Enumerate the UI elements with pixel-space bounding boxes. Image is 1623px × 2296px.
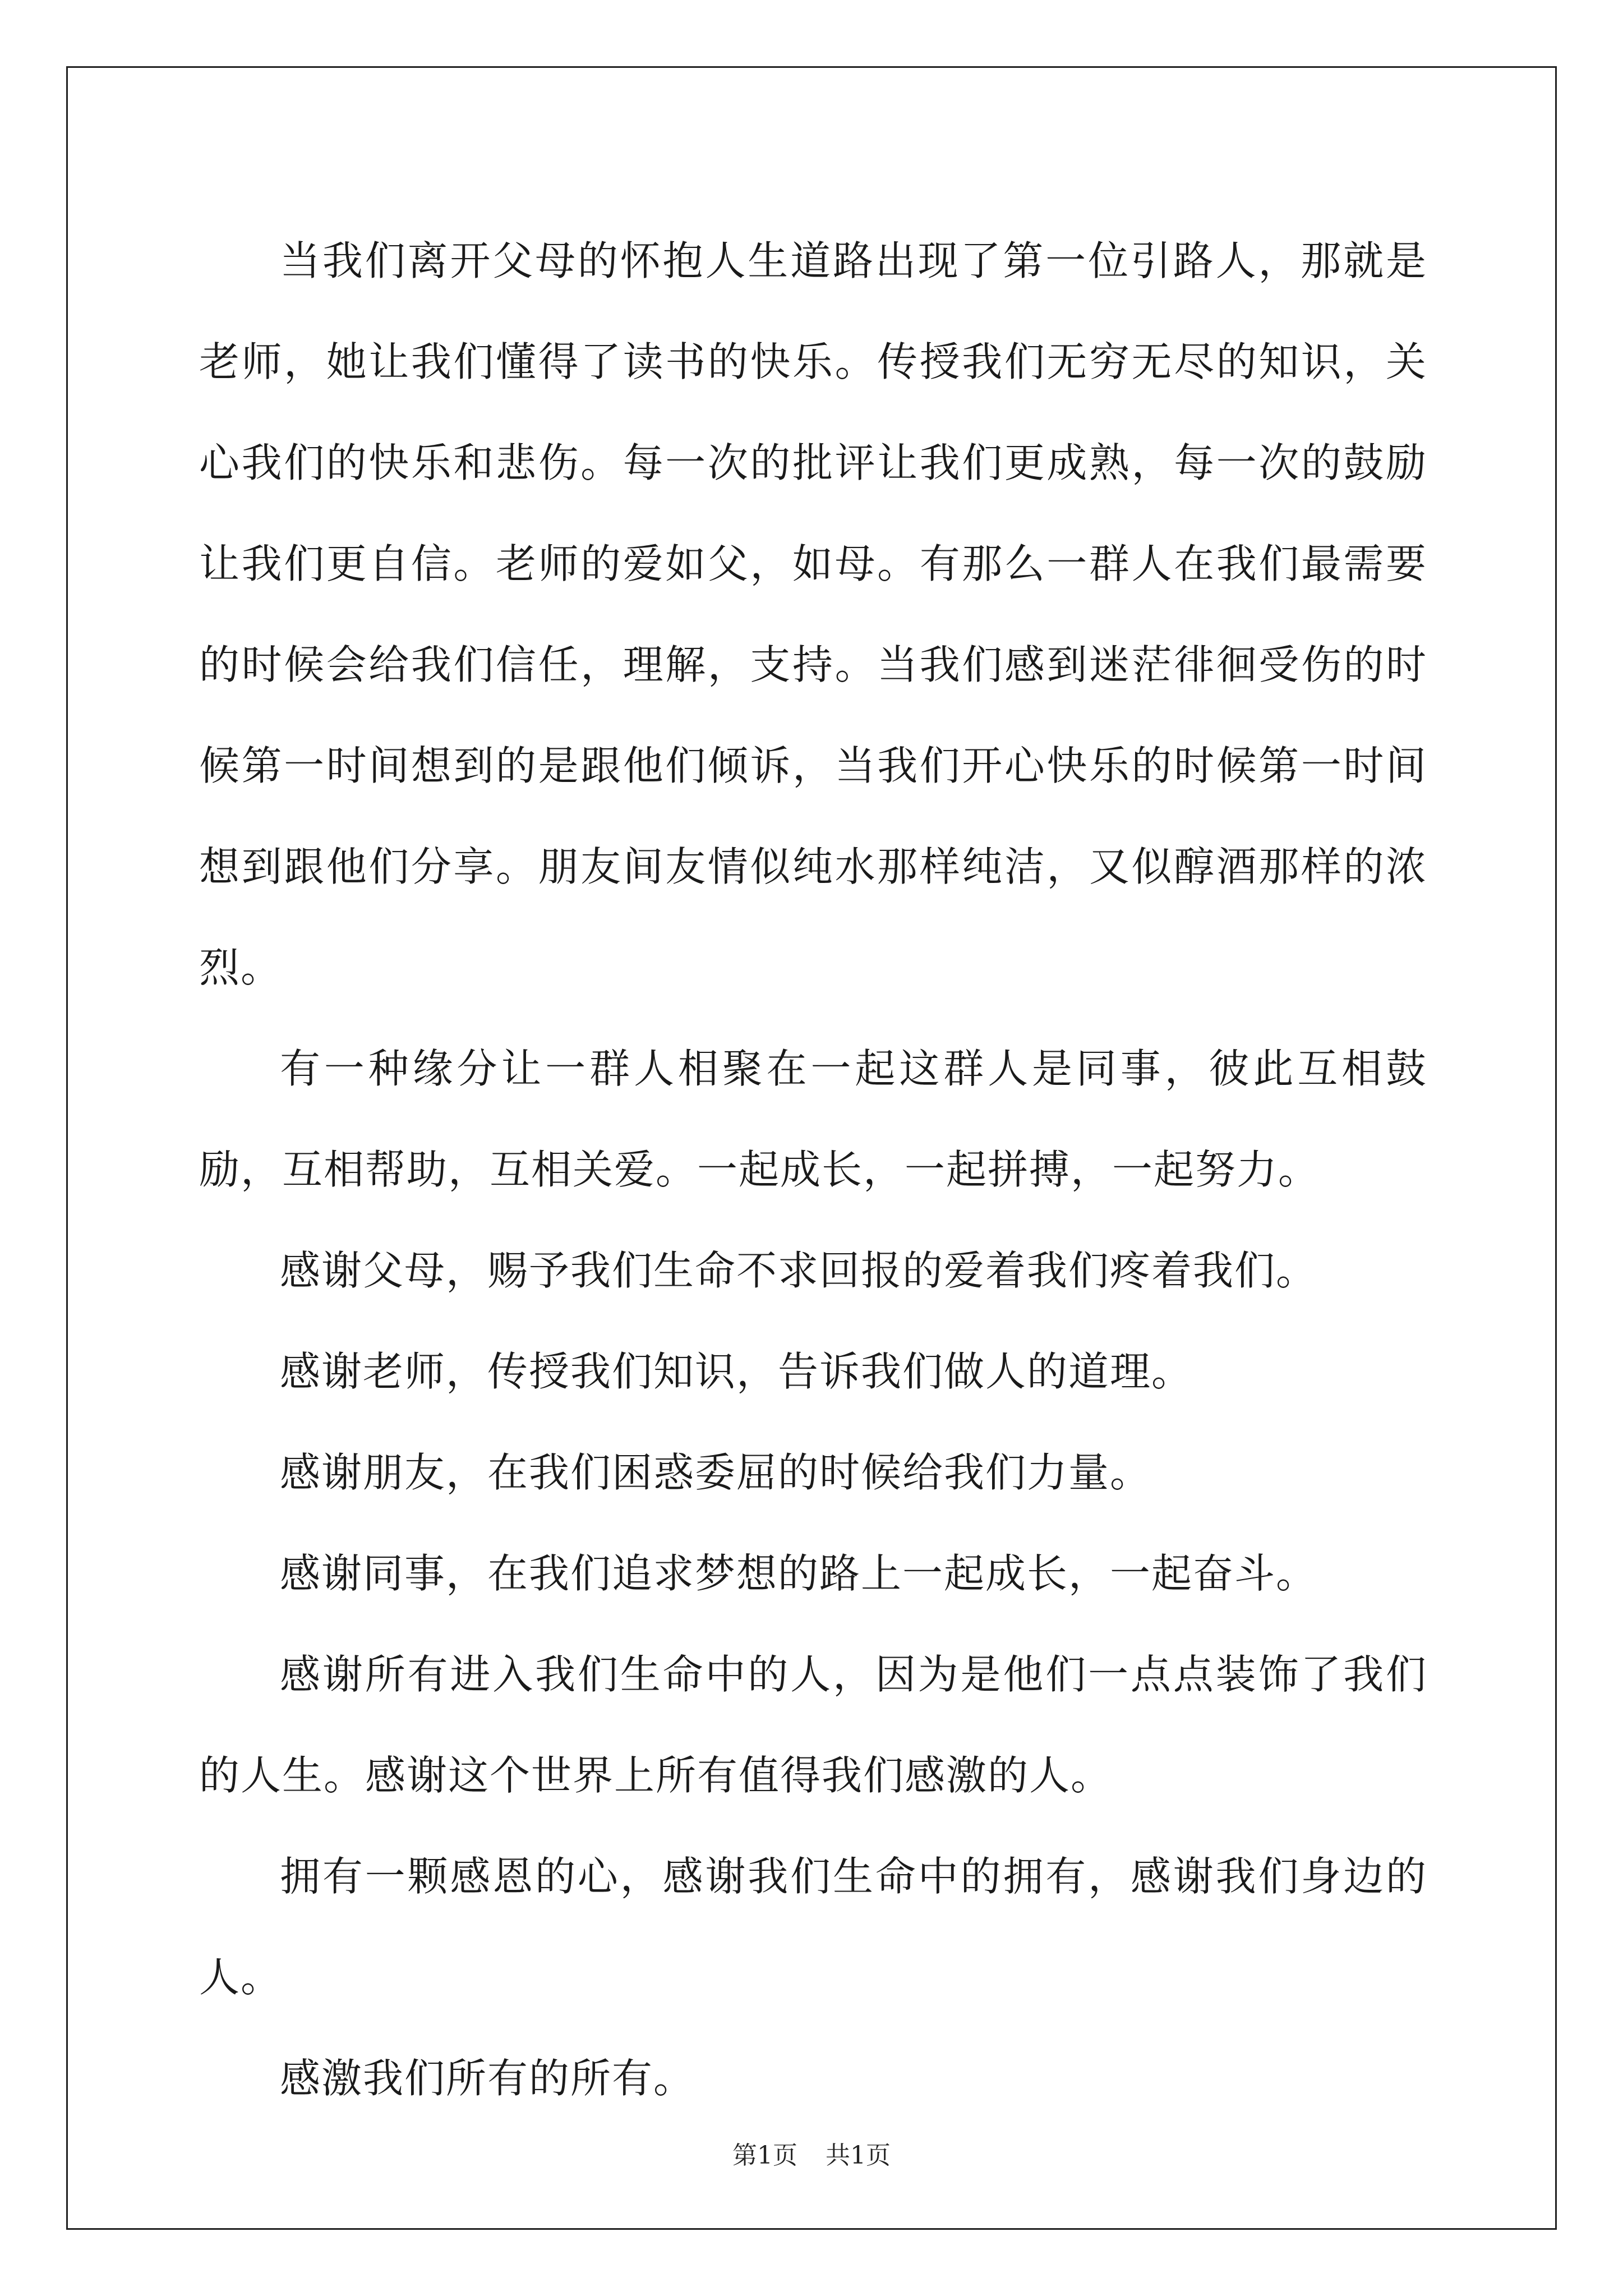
paragraph: 感谢同事，在我们追求梦想的路上一起成长，一起奋斗。 (280, 1550, 1318, 1597)
paragraph: 当我们离开父母的怀抱人生道路出现了第一位引路人，那就是老师，她让我们懂得了读书的快乐。传授我们无穷无尽的知识，关心我们的快乐和悲伤。每一次的批评让我们更成熟，每一次的鼓励让我们更自信。老师的爱如父，如母。有那么一群人在我们最需要的时候会给我们信任，理解，支持。当我们感到迷茫徘徊受伤的时候第一时间想到的是跟他们倾诉，当我们开心快乐的时候第一时间想到跟他们分享。朋友间友情似纯水那样纯洁，又似醇酒那样的浓烈。 (199, 237, 1427, 991)
paragraph: 拥有一颗感恩的心，感谢我们生命中的拥有，感谢我们身边的人。 (199, 1853, 1427, 2001)
paragraph: 感谢父母，赐予我们生命不求回报的爱着我们疼着我们。 (280, 1247, 1318, 1294)
page-number-current: 第1页 (732, 2141, 797, 2170)
page-number-total: 共1页 (826, 2141, 891, 2170)
paragraph: 有一种缘分让一群人相聚在一起这群人是同事，彼此互相鼓励，互相帮助，互相关爱。一起成长，一起拼搏，一起努力。 (199, 1045, 1427, 1193)
paragraph: 感谢老师，传授我们知识，告诉我们做人的道理。 (280, 1348, 1193, 1395)
paragraph: 感激我们所有的所有。 (280, 2055, 695, 2102)
paragraph: 感谢朋友，在我们困惑委屈的时候给我们力量。 (280, 1449, 1152, 1496)
paragraph: 感谢所有进入我们生命中的人，因为是他们一点点装饰了我们的人生。感谢这个世界上所有值得我们感激的人。 (199, 1651, 1427, 1799)
page-footer (0, 2135, 1623, 2171)
document-body (199, 210, 1427, 2129)
